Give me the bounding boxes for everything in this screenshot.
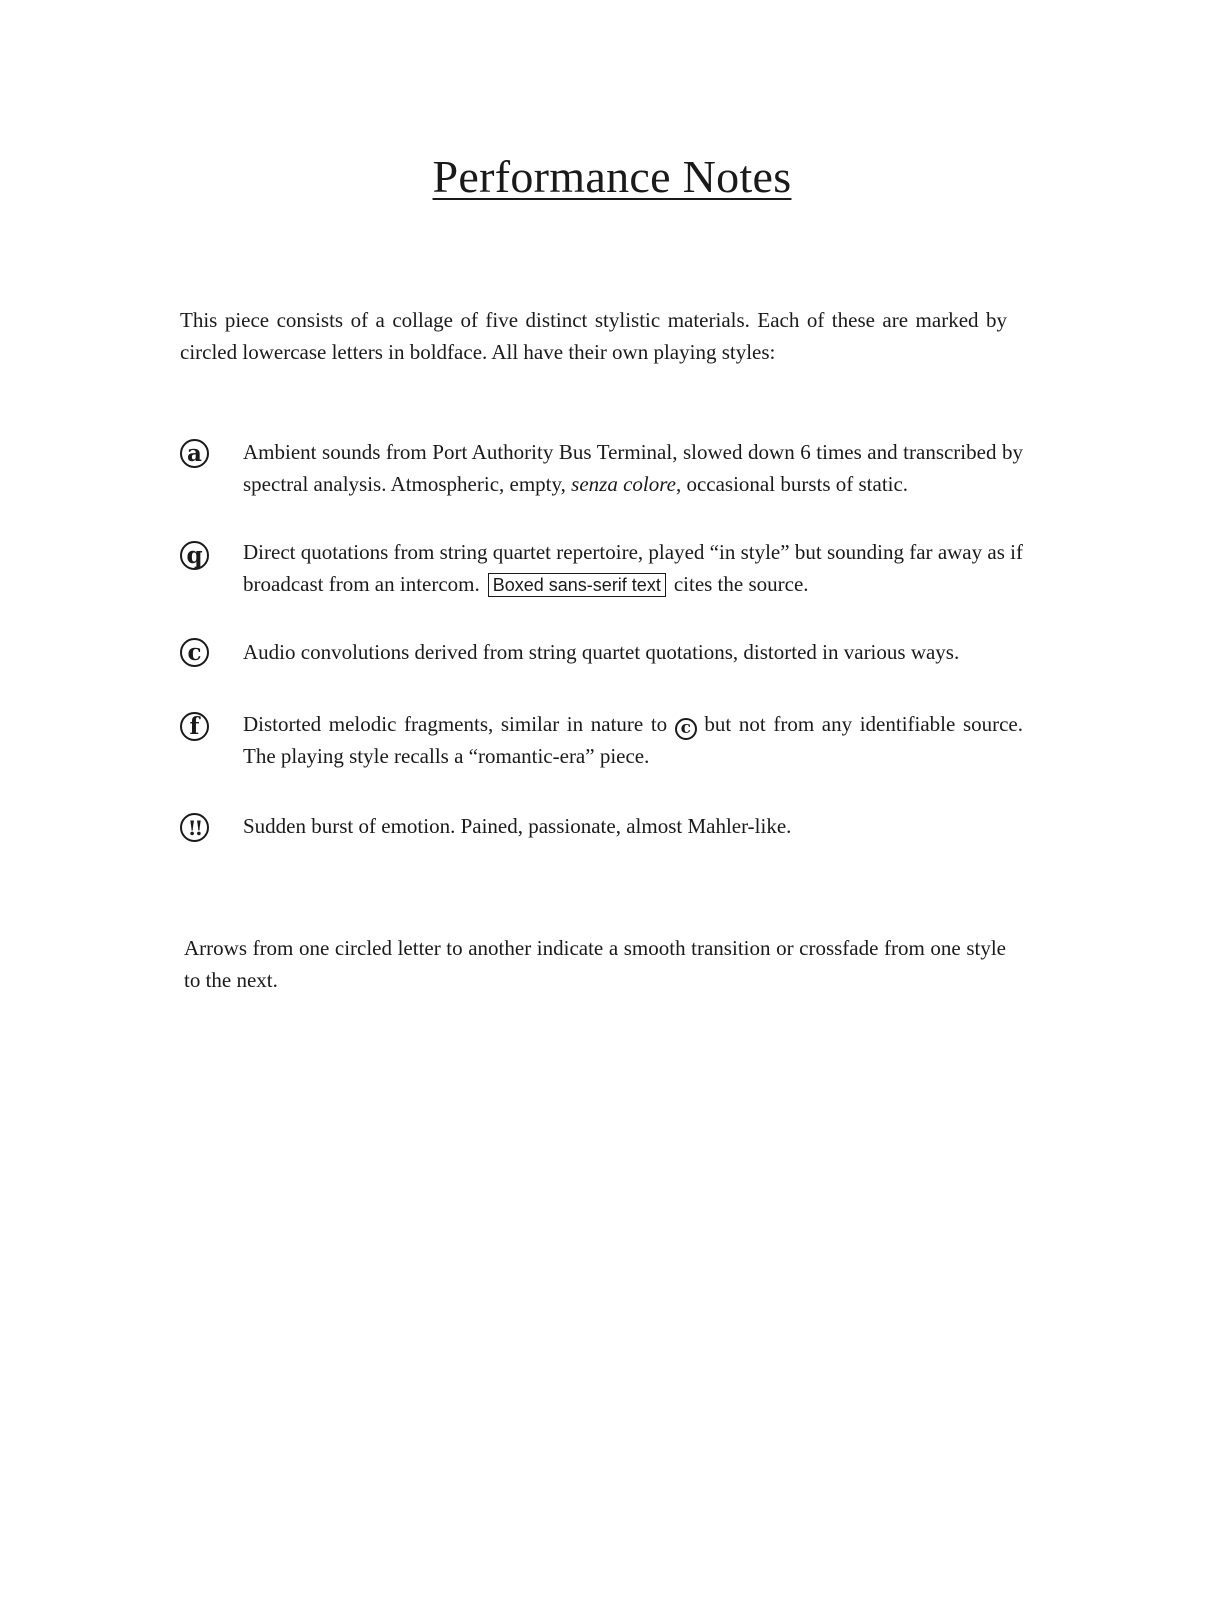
description-text: but not from any identifiable source. The playing style recalls a “romantic-era” piece. xyxy=(243,712,1024,768)
description-text: cites the source. xyxy=(673,572,809,596)
transition-note-paragraph: Arrows from one circled letter to another indicate a smooth transition or crossfade from one style to the next. xyxy=(184,936,1006,992)
description-text: Distorted melodic fragments, similar in nature to xyxy=(243,712,675,736)
style-description-a xyxy=(243,436,1023,500)
inline-circled-c-symbol: c xyxy=(675,718,697,740)
intro-paragraph: This piece consists of a collage of five distinct stylistic materials. Each of these are marked by circled lowercase letters in boldface. All have their own playing styles: xyxy=(180,308,1007,364)
circled-c-symbol: c xyxy=(180,638,209,667)
italic-term: senza colore xyxy=(571,472,676,496)
style-description-f xyxy=(243,708,1023,772)
circled-f-symbol: f xyxy=(180,712,209,741)
description-text: Ambient sounds from Port Authority Bus Terminal, slowed down 6 times and transcribed by spectral analysis. Atmospheric, empty, xyxy=(243,440,1023,496)
style-description-q xyxy=(243,536,1023,600)
circled-a-symbol: a xyxy=(180,439,209,468)
description-text: , occasional bursts of static. xyxy=(675,472,909,496)
description-text: Direct quotations from string quartet repertoire, played “in style” but sounding far away as if broadcast from an intercom. xyxy=(243,540,1023,596)
circled-exclamation-symbol: !! xyxy=(180,813,209,842)
circled-q-symbol: q xyxy=(180,541,209,570)
page-title: Performance Notes xyxy=(432,151,792,202)
style-description-c: Audio convolutions derived from string quartet quotations, distorted in various ways. xyxy=(243,640,960,664)
boxed-text-sample: Boxed sans-serif text xyxy=(488,573,666,597)
style-description-exclamation: Sudden burst of emotion. Pained, passionate, almost Mahler-like. xyxy=(243,814,792,838)
